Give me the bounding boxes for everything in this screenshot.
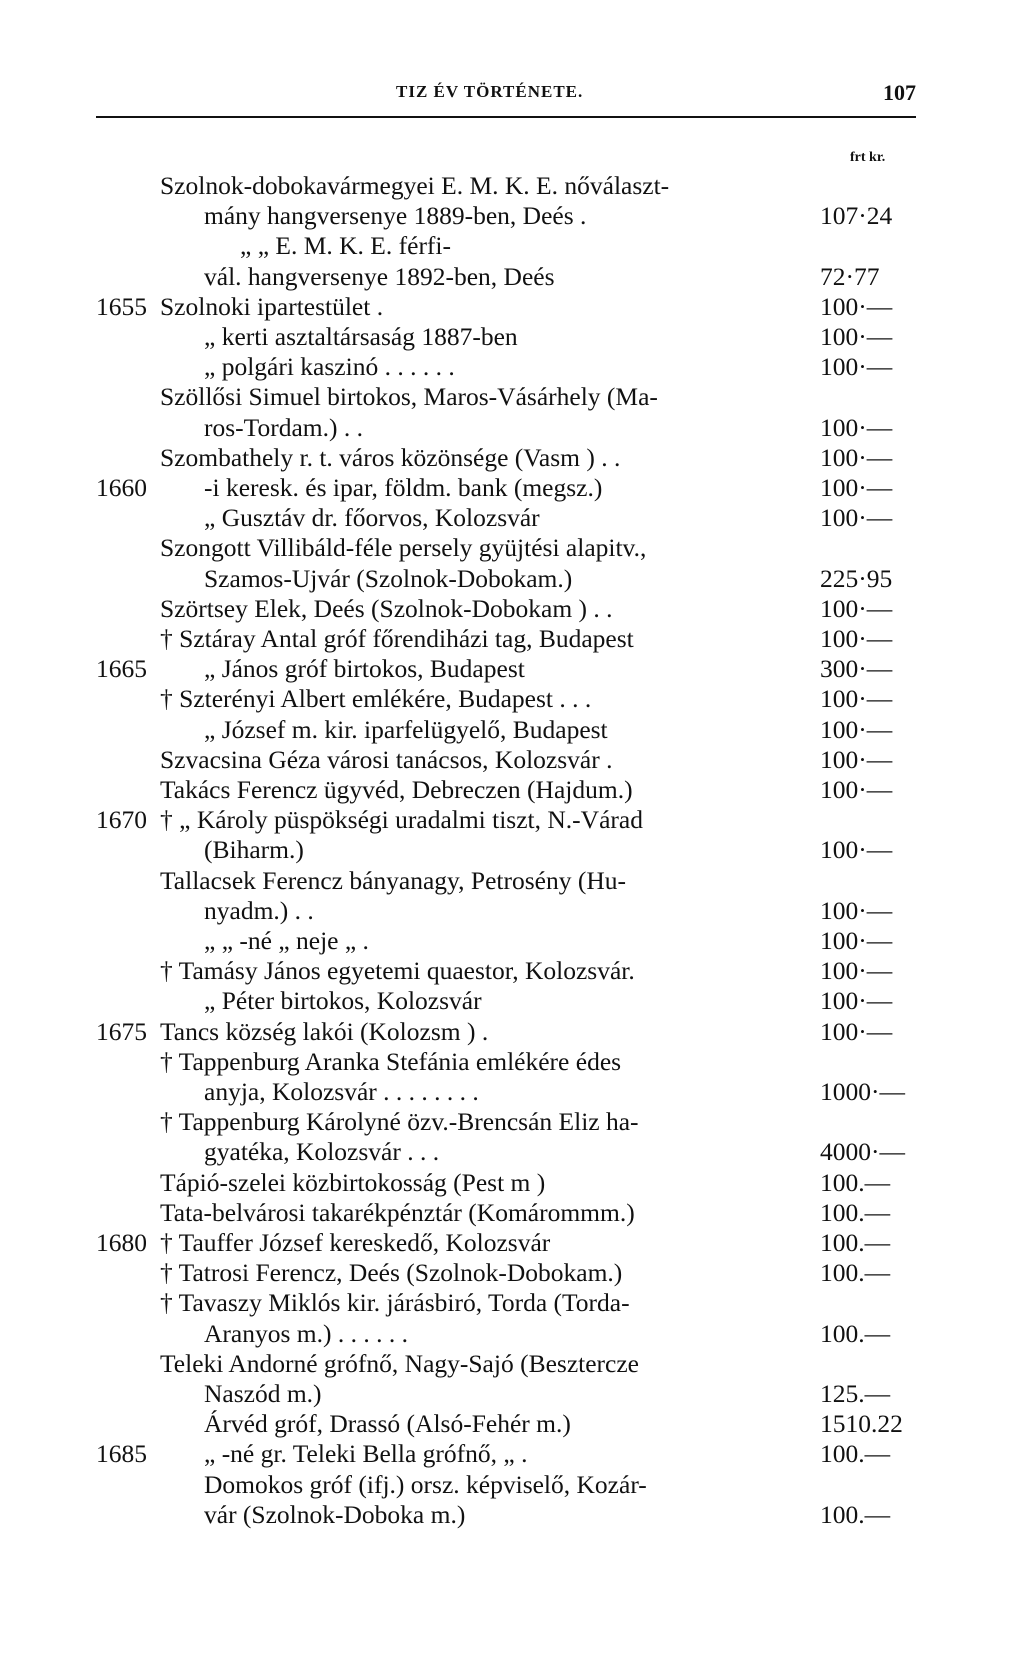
running-title: TIZ ÉV TÖRTÉNETE.	[396, 82, 584, 101]
entry-text: Tallacsek Ferencz bányanagy, Petrosény (Hu-	[160, 865, 626, 895]
list-item	[0, 653, 1024, 685]
list-item	[0, 1348, 1024, 1380]
entry-text: † Tappenburg Károlyné özv.-Brencsán Eliz ha-	[160, 1107, 639, 1137]
entry-text: Szöllősi Simuel birtokos, Maros-Vásárhely (Ma-	[160, 382, 658, 412]
entry-text: gyatéka, Kolozsvár . . .	[204, 1137, 440, 1167]
entry-text: † „ Károly püspökségi uradalmi tiszt, N.-Várad	[160, 805, 643, 835]
entry-text: Szongott Villibáld-féle persely gyüjtési alapitv.,	[160, 533, 647, 563]
entry-text: † Tavaszy Miklós kir. járásbiró, Torda (Torda-	[160, 1288, 630, 1318]
list-item	[0, 714, 1024, 746]
entry-text: „ kerti asztaltársaság 1887-ben	[204, 322, 518, 351]
entry-amount: 72·77	[820, 261, 880, 291]
entry-text: Aranyos m.) . . . . . .	[204, 1318, 408, 1348]
entry-number: 1660	[96, 473, 147, 502]
entry-text: † Tappenburg Aranka Stefánia emlékére édes	[160, 1046, 622, 1076]
entry-amount: 100·—	[820, 291, 893, 321]
entry-text: -i keresk. és ipar, földm. bank (megsz.)	[204, 473, 603, 502]
list-item	[0, 1318, 1024, 1350]
entry-text: Domokos gróf (ifj.) orsz. képviselő, Kozár-	[204, 1469, 647, 1499]
entry-amount: 100·—	[820, 835, 893, 865]
entry-text: (Biharm.)	[204, 835, 304, 865]
entry-text: Szolnok-dobokavármegyei E. M. K. E. nőválaszt-	[160, 171, 670, 200]
entry-text: Szörtsey Elek, Deés (Szolnok-Dobokam ) . .	[160, 593, 613, 623]
entry-text: „ „ -né „ neje „ .	[204, 926, 369, 955]
list-item	[0, 230, 1024, 262]
entry-text: nyadm.) . .	[204, 895, 314, 925]
list-item	[0, 321, 1024, 353]
entry-amount: 100·—	[820, 1016, 893, 1046]
entry-amount: 100·—	[820, 684, 893, 714]
entry-text: † Tatrosi Ferencz, Deés (Szolnok-Dobokam.)	[160, 1258, 623, 1288]
list-item	[0, 1076, 1024, 1108]
list-item	[0, 1499, 1024, 1531]
entry-number: 1680	[96, 1228, 147, 1257]
entry-amount: 300·—	[820, 654, 893, 684]
list-item	[0, 955, 1024, 987]
entry-text: vár (Szolnok-Doboka m.)	[204, 1499, 466, 1529]
entry-text: Takács Ferencz ügyvéd, Debreczen (Hajdum.)	[160, 775, 633, 804]
list-item	[0, 351, 1024, 383]
list-item	[0, 532, 1024, 564]
entry-text: † Tamásy János egyetemi quaestor, Kolozsvár.	[160, 956, 635, 986]
list-item	[0, 1469, 1024, 1501]
entry-text: † Sztáray Antal gróf főrendiházi tag, Budapest	[160, 624, 634, 653]
entry-amount: 107·24	[820, 201, 893, 231]
list-item	[0, 925, 1024, 957]
entry-number: 1670	[96, 805, 147, 835]
entry-text: „ János gróf birtokos, Budapest	[204, 654, 525, 684]
entry-number: 1655	[96, 291, 147, 321]
entry-number: 1685	[96, 1439, 147, 1469]
list-item	[0, 291, 1024, 323]
list-item	[0, 744, 1024, 776]
entry-text: † Szterényi Albert emlékére, Budapest . . .	[160, 684, 592, 714]
entry-amount: 125.—	[820, 1379, 891, 1408]
entry-text: Tata-belvárosi takarékpénztár (Komárommm.)	[160, 1197, 635, 1227]
list-item	[0, 593, 1024, 625]
entry-amount: 100.—	[820, 1318, 891, 1348]
list-item	[0, 412, 1024, 444]
entry-text: „ Gusztáv dr. főorvos, Kolozsvár	[204, 503, 540, 533]
entry-text: „ polgári kaszinó . . . . . .	[204, 352, 455, 382]
list-item	[0, 261, 1024, 293]
entry-text: Tancs község lakói (Kolozsm ) .	[160, 1016, 489, 1046]
entry-amount: 100.—	[820, 1228, 891, 1257]
header-rule	[96, 116, 916, 118]
list-item	[0, 683, 1024, 715]
list-item	[0, 1287, 1024, 1319]
list-item	[0, 774, 1024, 806]
entry-number: 1675	[96, 1016, 147, 1046]
entry-amount: 100.—	[820, 1439, 891, 1469]
entry-amount: 100·—	[820, 895, 893, 925]
list-item	[0, 1106, 1024, 1138]
entry-text: Teleki Andorné grófnő, Nagy-Sajó (Beszterczе	[160, 1348, 639, 1378]
entry-text: † Tauffer József kereskedő, Kolozsvár	[160, 1228, 551, 1257]
entry-amount: 100·—	[820, 412, 893, 442]
list-item	[0, 1136, 1024, 1168]
list-item	[0, 563, 1024, 595]
entry-text: Tápió-szelei közbirtokosság (Pest m )	[160, 1167, 546, 1197]
list-item	[0, 865, 1024, 897]
entry-text: „ Péter birtokos, Kolozsvár	[204, 986, 482, 1016]
list-item	[0, 1378, 1024, 1410]
page-number: 107	[883, 80, 916, 105]
units-label: frt kr.	[850, 150, 886, 165]
list-item	[0, 895, 1024, 927]
list-item	[0, 1438, 1024, 1470]
entry-amount: 100·—	[820, 714, 893, 744]
entry-text: Szombathely r. t. város közönsége (Vasm ) . .	[160, 442, 621, 472]
list-item	[0, 472, 1024, 504]
entry-text: Szvacsina Géza városi tanácsos, Kolozsvár .	[160, 744, 613, 774]
entry-amount: 4000·—	[820, 1137, 905, 1167]
entry-text: Árvéd gróf, Drassó (Alsó-Fehér m.)	[204, 1409, 571, 1439]
entry-amount: 100·—	[820, 442, 893, 472]
entry-amount: 100·—	[820, 926, 893, 955]
list-item	[0, 1167, 1024, 1199]
running-header	[96, 78, 916, 112]
entry-amount: 225·95	[820, 563, 893, 593]
entry-amount: 100·—	[820, 503, 893, 533]
entry-amount: 100·—	[820, 593, 893, 623]
entry-text: „ „ E. M. K. E. férfi-	[240, 231, 451, 261]
entry-amount: 100·—	[820, 322, 893, 351]
entry-text: vál. hangversenye 1892-ben, Deés	[204, 261, 555, 291]
list-item	[0, 623, 1024, 655]
entry-amount: 100·—	[820, 956, 893, 986]
entry-amount: 1000·—	[820, 1077, 905, 1106]
entry-amount: 100.—	[820, 1499, 891, 1529]
entry-amount: 100·—	[820, 473, 893, 502]
entry-amount: 100.—	[820, 1167, 891, 1197]
list-item	[0, 170, 1024, 202]
entry-amount: 100·—	[820, 775, 893, 804]
entry-amount: 100.—	[820, 1197, 891, 1227]
entry-text: „ József m. kir. iparfelügyelő, Budapest	[204, 714, 608, 744]
entry-amount: 100·—	[820, 352, 893, 382]
entry-text: Naszód m.)	[204, 1379, 322, 1408]
list-item	[0, 1197, 1024, 1229]
list-item	[0, 985, 1024, 1017]
list-item	[0, 1408, 1024, 1440]
entry-amount: 100·—	[820, 744, 893, 774]
entry-text: Szolnoki ipartestület .	[160, 291, 384, 321]
list-item	[0, 1016, 1024, 1048]
entry-amount: 1510.22	[820, 1409, 903, 1439]
list-item	[0, 200, 1024, 232]
list-item	[0, 502, 1024, 534]
list-item	[0, 834, 1024, 866]
entry-text: Szamos-Ujvár (Szolnok-Dobokam.)	[204, 563, 573, 593]
list-item	[0, 1046, 1024, 1078]
entry-text: „ -né gr. Teleki Bella grófnő, „ .	[204, 1439, 528, 1469]
entry-amount: 100·—	[820, 986, 893, 1016]
list-item	[0, 381, 1024, 413]
list-item	[0, 804, 1024, 836]
entry-amount: 100·—	[820, 624, 893, 653]
entry-amount: 100.—	[820, 1258, 891, 1288]
entry-number: 1665	[96, 654, 147, 684]
list-item	[0, 442, 1024, 474]
entry-text: ros-Tordam.) . .	[204, 412, 363, 442]
list-item	[0, 1257, 1024, 1289]
list-item	[0, 1227, 1024, 1259]
entry-text: mány hangversenye 1889-ben, Deés .	[204, 201, 587, 231]
entry-text: anyja, Kolozsvár . . . . . . . .	[204, 1077, 479, 1106]
